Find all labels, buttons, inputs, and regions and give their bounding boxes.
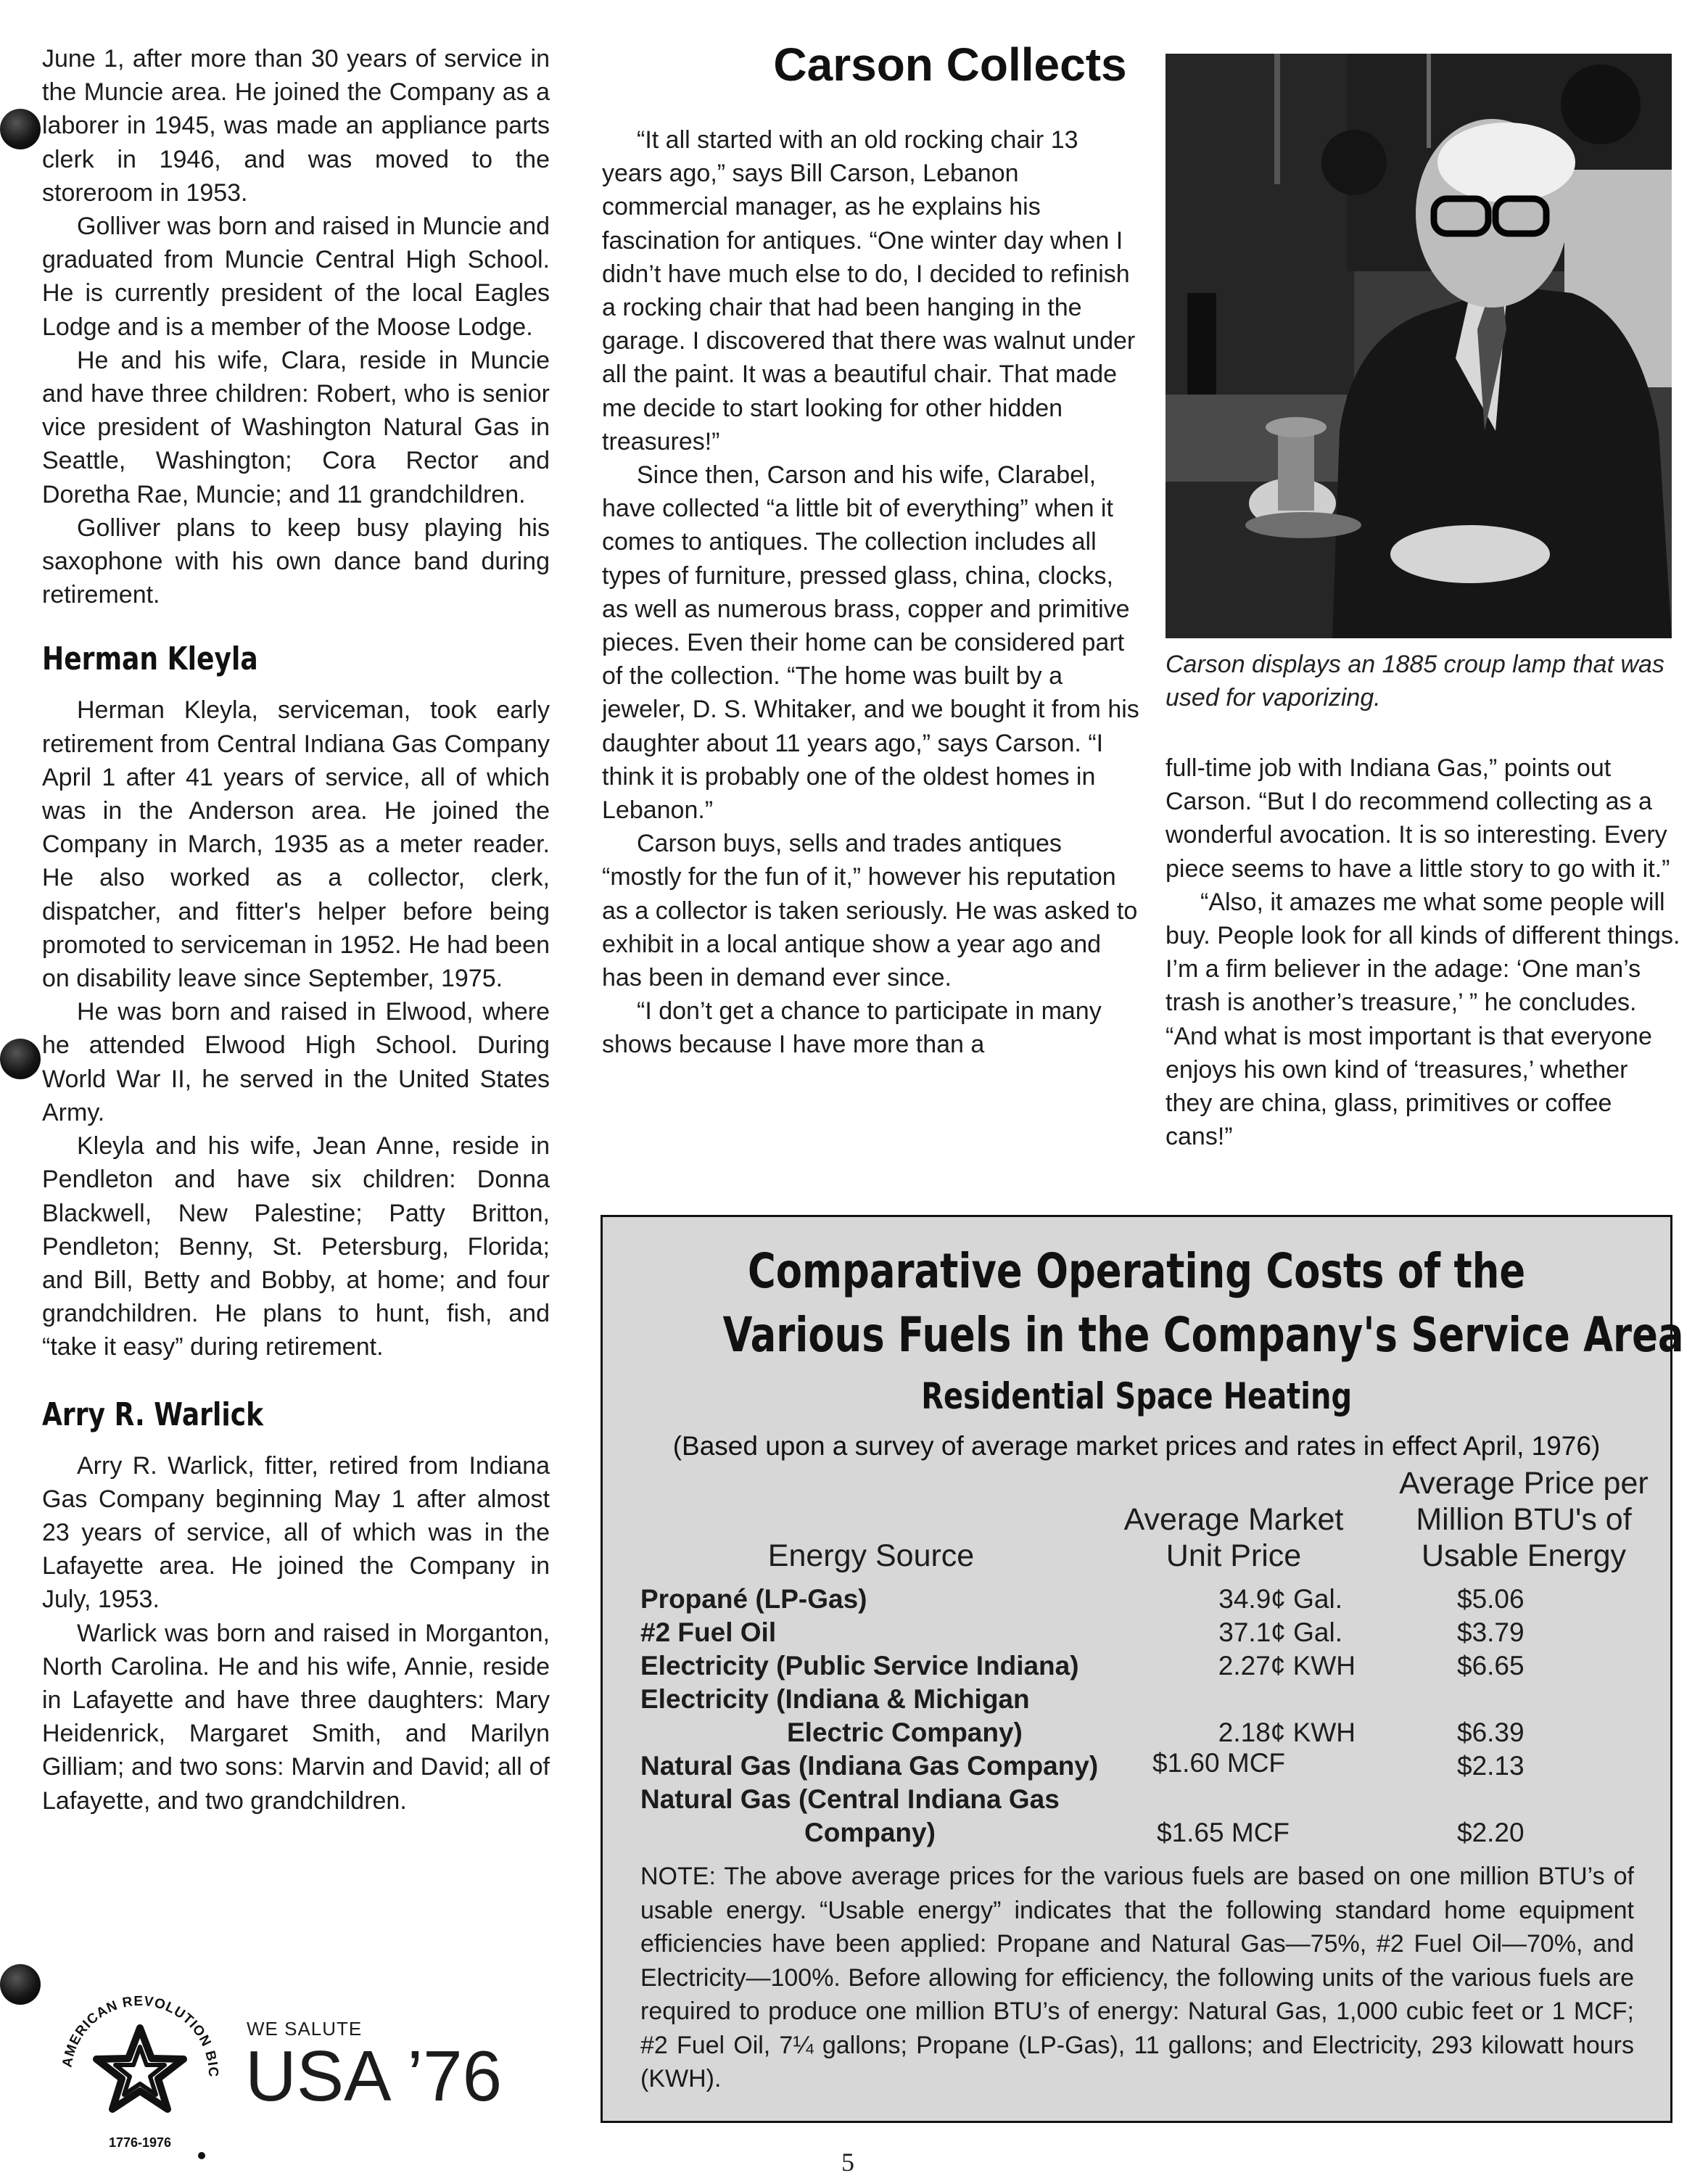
carson-paragraph-4: “I don’t get a chance to participate in many shows because I have more than a: [602, 997, 1102, 1059]
row-natural-gas-indiana-source: Natural Gas (Indiana Gas Company): [640, 1751, 1099, 1781]
usa-76-label: USA ’76: [245, 2036, 503, 2116]
row-fuel-oil-source: #2 Fuel Oil: [640, 1617, 777, 1647]
row-natural-gas-central-source-line-2: Company): [804, 1818, 936, 1847]
row-natural-gas-indiana-btu-price: $2.13: [1457, 1751, 1525, 1781]
header-unit-price-line-2: Unit Price: [1166, 1538, 1302, 1573]
golliver-paragraph-3: He and his wife, Clara, reside in Muncie and have three children: Robert, who is senior vice president of Washington Natural Gas in Seattle, Washington; Cora Rector and Doretha Rae, Muncie; and 11 grandchildren.: [42, 346, 550, 508]
carson-title: Carson Collects: [773, 38, 1127, 91]
header-energy-source: Energy Source: [767, 1538, 975, 1573]
row-electricity-im-source-line-2: Electric Company): [787, 1718, 1023, 1747]
carson-photo: [1166, 54, 1672, 638]
photo-caption: Carson displays an 1885 croup lamp that was used for vaporizing.: [1166, 651, 1664, 712]
binder-hole-top: [0, 109, 41, 149]
table-note: NOTE: The above average prices for the various fuels are based on one million BTU’s of usable energy. “Usable energy” indicates that the following standard home equipment efficiencies have been applied: Propane and Natural Gas—75%, #2 Fuel Oil—70%, and Electricity—100%. Before allowing for efficiency, the following units of the various fuels are required to produce one million BTU’s of energy: Natural Gas, 1,000 cubic feet or 1 MCF; #2 Fuel Oil, 7¼ gallons; Propane (LP-Gas), 11 gallons; and Electricity, 293 kilowatt hours (KWH).: [640, 1863, 1634, 2093]
header-avg-price-line-1: Average Price per: [1399, 1466, 1649, 1501]
carson-column-1: [602, 123, 1140, 1062]
bicentennial-logo: [42, 1966, 238, 2161]
carson-paragraph-5: full-time job with Indiana Gas,” points out Carson. “But I do recommend collecting as a wonderful avocation. It is so interesting. Every piece seems to have a little story to go with it.”: [1166, 754, 1670, 883]
bicentennial-star-icon: [42, 1966, 238, 2161]
table-title-line-1: Comparative Operating Costs of the: [747, 1243, 1526, 1299]
carson-paragraph-3: Carson buys, sells and trades antiques “mostly for the fun of it,” however his reputation as a collector is taken seriously. He was asked to exhibit in a local antique show a year ago and has been in demand ever since.: [602, 830, 1138, 992]
row-electricity-im-source: Electricity (Indiana & Michigan: [640, 1684, 1030, 1714]
header-avg-price-line-2: Million BTU's of: [1416, 1502, 1632, 1537]
binder-hole-middle: [0, 1039, 41, 1079]
golliver-paragraph-4: Golliver plans to keep busy playing his saxophone with his own dance band during retirement.: [42, 514, 550, 609]
table-basis: (Based upon a survey of average market prices and rates in effect April, 1976): [672, 1431, 1601, 1461]
svg-text:1776-1976: 1776-1976: [108, 2135, 172, 2150]
warlick-heading: Arry R. Warlick: [42, 1395, 264, 1433]
kleyla-paragraph-2: He was born and raised in Elwood, where he attended Elwood High School. During World War II, he served in the United States Army.: [42, 998, 550, 1126]
kleyla-paragraph-1: Herman Kleyla, serviceman, took early retirement from Central Indiana Gas Company April 1 after 41 years of service, all of which was in the Anderson area. He joined the Company in March, 1935 as a meter reader. He also worked as a collector, clerk, dispatcher, and fitter's helper before being promoted to serviceman in 1952. He had been on disability leave since September, 1975.: [42, 696, 550, 993]
left-column: [42, 42, 550, 1818]
kleyla-paragraph-3: Kleyla and his wife, Jean Anne, reside in Pendleton and have six children: Donna Blackwell, New Palestine; Patty Britton, Pendleton; Benny, St. Petersburg, Florida; and Bill, Betty and Bobby, at home; and four grandchildren. He plans to hunt, fish, and “take it easy” during retirement.: [42, 1132, 550, 1361]
row-propane-btu-price: $5.06: [1457, 1584, 1525, 1614]
we-salute-label: WE SALUTE: [247, 2018, 363, 2040]
carson-paragraph-1: “It all started with an old rocking chair 13 years ago,” says Bill Carson, Lebanon commercial manager, as he explains his fascination for antiques. “One winter day when I didn’t have much else to do, I decided to refinish a rocking chair that had been hanging in the garage. I discovered that there was walnut under all the paint. It was a beautiful chair. That made me decide to start looking for other hidden treasures!”: [602, 126, 1136, 455]
row-fuel-oil-unit-price: 37.1¢ Gal.: [1218, 1617, 1342, 1647]
row-electricity-im-btu-price: $6.39: [1457, 1718, 1525, 1747]
row-electricity-psi-source: Electricity (Public Service Indiana): [640, 1651, 1079, 1681]
table-subtitle: Residential Space Heating: [921, 1375, 1352, 1417]
row-propane-source: Propané (LP-Gas): [640, 1584, 867, 1614]
header-unit-price-line-1: Average Market: [1123, 1502, 1344, 1537]
row-fuel-oil-btu-price: $3.79: [1457, 1617, 1525, 1647]
carson-paragraph-2: Since then, Carson and his wife, Clarabel, have collected “a little bit of everything” when it comes to antiques. The collection includes all types of furniture, pressed glass, china, clocks, as well as numerous brass, copper and primitive pieces. Even their home can be considered part of the collection. “The home was built by a jeweler, D. S. Whitaker, and we bought it from his daughter about 11 years ago,” says Carson. “I think it is probably one of the oldest homes in Lebanon.”: [602, 461, 1139, 825]
header-avg-price-line-3: Usable Energy: [1421, 1538, 1627, 1573]
golliver-paragraph-1: June 1, after more than 30 years of service in the Muncie area. He joined the Company as a laborer in 1945, was made an appliance parts clerk in 1946, and was moved to the storeroom in 1953.: [42, 45, 550, 207]
carson-paragraph-6: “Also, it amazes me what some people will buy. People look for all kinds of different things. I’m a firm believer in the adage: ‘One man’s trash is another’s treasure,’ ” he concludes. “And what is most important is that everyone enjoys his own kind of ‘treasures,’ whether they are china, glass, primitives or coffee cans!”: [1166, 888, 1680, 1151]
row-natural-gas-indiana-unit-price: $1.60 MCF: [1152, 1748, 1286, 1778]
row-natural-gas-central-unit-price: $1.65 MCF: [1157, 1818, 1290, 1847]
carson-column-2: [1166, 751, 1680, 1153]
row-natural-gas-central-btu-price: $2.20: [1457, 1818, 1525, 1847]
table-title-line-2: Various Fuels in the Company's Service Area: [722, 1307, 1684, 1363]
warlick-paragraph-1: Arry R. Warlick, fitter, retired from Indiana Gas Company beginning May 1 after almost 23 years of service, all of which was in the Lafayette area. He joined the Company in July, 1953.: [42, 1451, 550, 1614]
row-electricity-psi-unit-price: 2.27¢ KWH: [1218, 1651, 1356, 1681]
kleyla-heading: Herman Kleyla: [42, 640, 258, 678]
row-electricity-im-unit-price: 2.18¢ KWH: [1218, 1718, 1356, 1747]
fuel-cost-table-box: [601, 1215, 1684, 2123]
warlick-paragraph-2: Warlick was born and raised in Morganton, North Carolina. He and his wife, Annie, reside in Lafayette and have three daughters: Mary Heidenrick, Margaret Smith, and Marilyn Gilliam; and two sons: Marvin and David; all of Lafayette, and two grandchildren.: [42, 1619, 550, 1815]
svg-text:AMERICAN REVOLUTION BICENTENNI: AMERICAN REVOLUTION BIC: [59, 1993, 221, 2078]
page-number: 5: [841, 2148, 854, 2177]
row-propane-unit-price: 34.9¢ Gal.: [1218, 1584, 1342, 1614]
binder-hole-bottom: [0, 1964, 41, 2005]
row-electricity-psi-btu-price: $6.65: [1457, 1651, 1525, 1681]
golliver-paragraph-2: Golliver was born and raised in Muncie and graduated from Muncie Central High School. He is currently president of the local Eagles Lodge and is a member of the Moose Lodge.: [42, 213, 550, 341]
row-natural-gas-central-source: Natural Gas (Central Indiana Gas: [640, 1784, 1060, 1814]
